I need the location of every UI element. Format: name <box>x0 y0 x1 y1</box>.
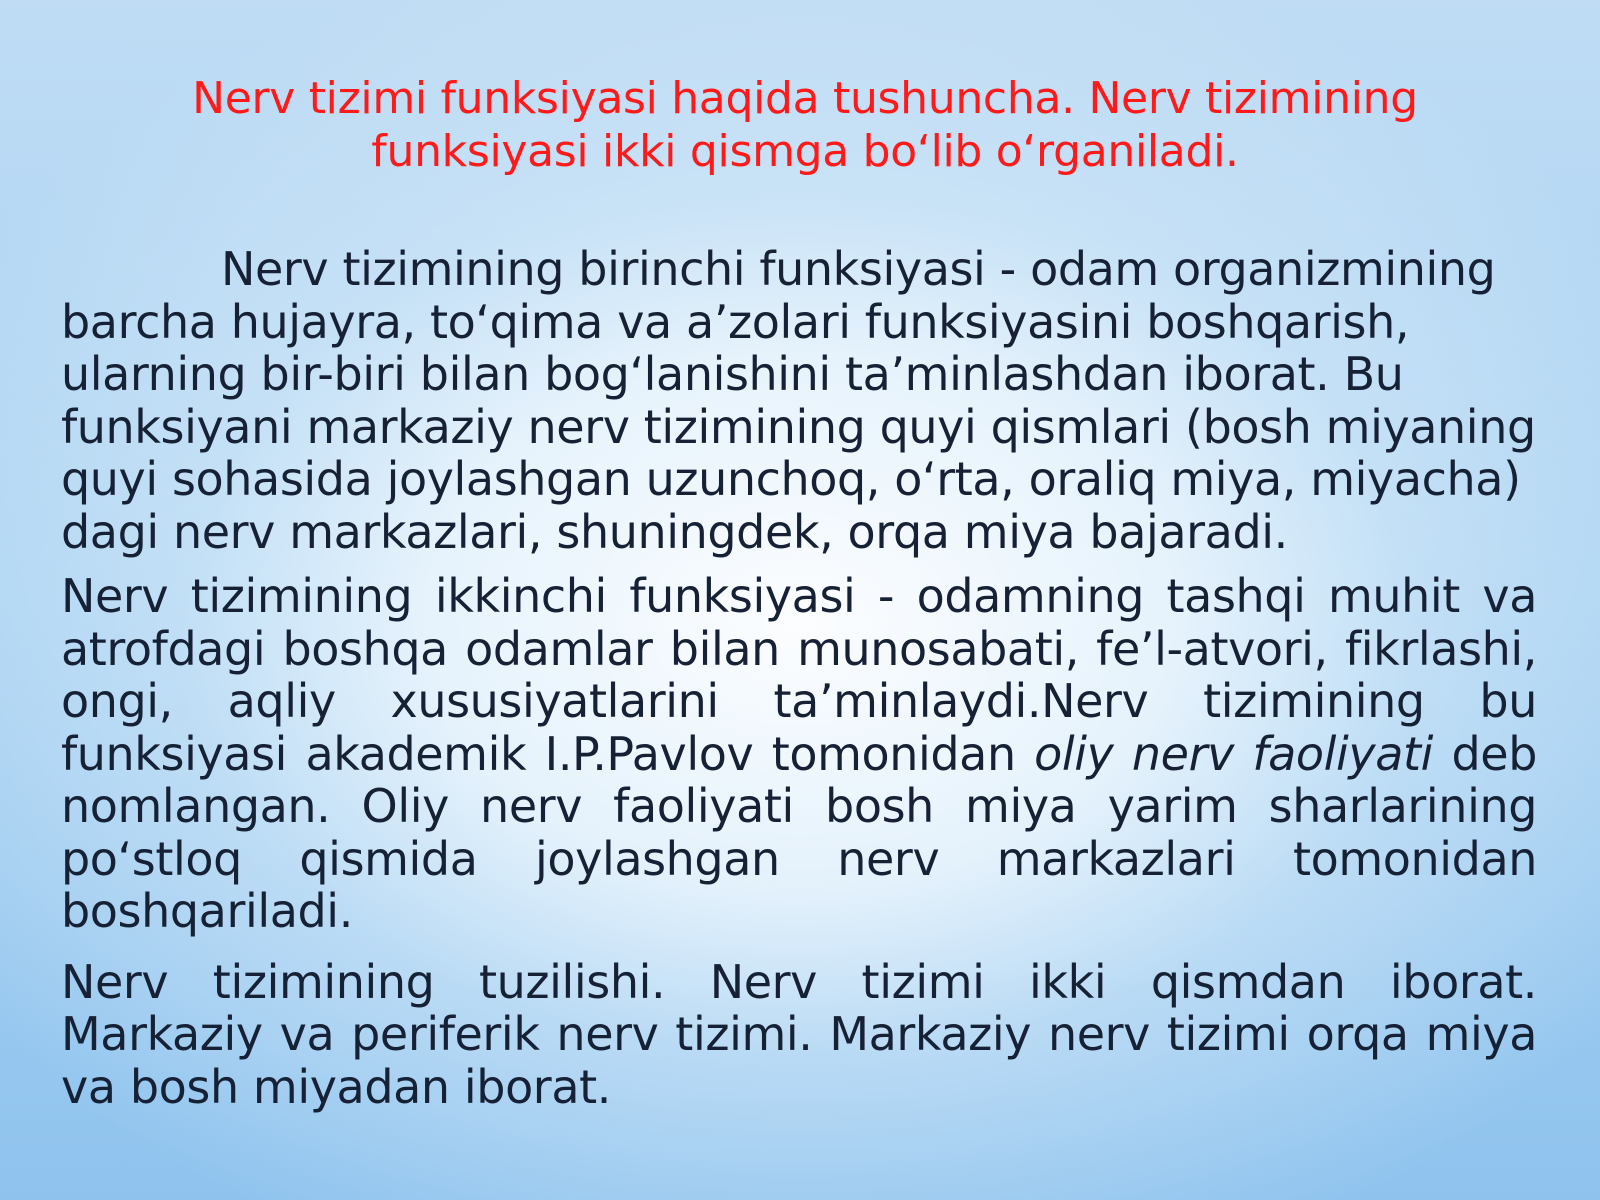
paragraph-second-function <box>61 570 1537 938</box>
slide-title: Nerv tizimi funksiyasi haqida tushuncha. Nerv tizimining funksiyasi ikki qismga bo‘lib o‘rganiladi. <box>192 73 1418 177</box>
paragraph-second-text-start: Nerv tizimining ikkinchi funksiyasi - odamning tashqi muhit va atrofdagi boshqa odamlar bilan munosabati, fe’l-atvori, fikrlashi, ongi, aqliy xususiyatlarini ta’minlaydi.Nerv tizimining bu funksiyasi akademik I.P.Pavlov tomonidan <box>61 569 1537 781</box>
paragraph-structure: Nerv tizimining tuzilishi. Nerv tizimi ikki qismdan iborat. Markaziy va periferik nerv tizimi. Markaziy nerv tizimi orqa miya va bosh miyadan iborat. <box>61 954 1537 1114</box>
paragraph-first-function: Nerv tizimining birinchi funksiyasi - odam organizmining barcha hujayra, to‘qima va a’zolari funksiyasini boshqarish, ularning bir-biri bilan bog‘lanishini ta’minlashdan iborat. Bu funksiyani markaziy nerv tizimining quyi qismlari (bosh miyaning quyi sohasida joylashgan uzunchoq, o‘rta, oraliq miya, miyacha) dagi nerv markazlari, shuningdek, orqa miya bajaradi. <box>61 242 1536 559</box>
paragraph-second-text-end: deb nomlangan. Oliy nerv faoliyati bosh miya yarim sharlarining po‘stloq qismida joylashgan nerv markazlari tomonidan boshqariladi. <box>61 726 1537 938</box>
slide-body <box>61 243 1537 1113</box>
italic-term: oliy nerv faoliyati <box>1034 726 1434 781</box>
